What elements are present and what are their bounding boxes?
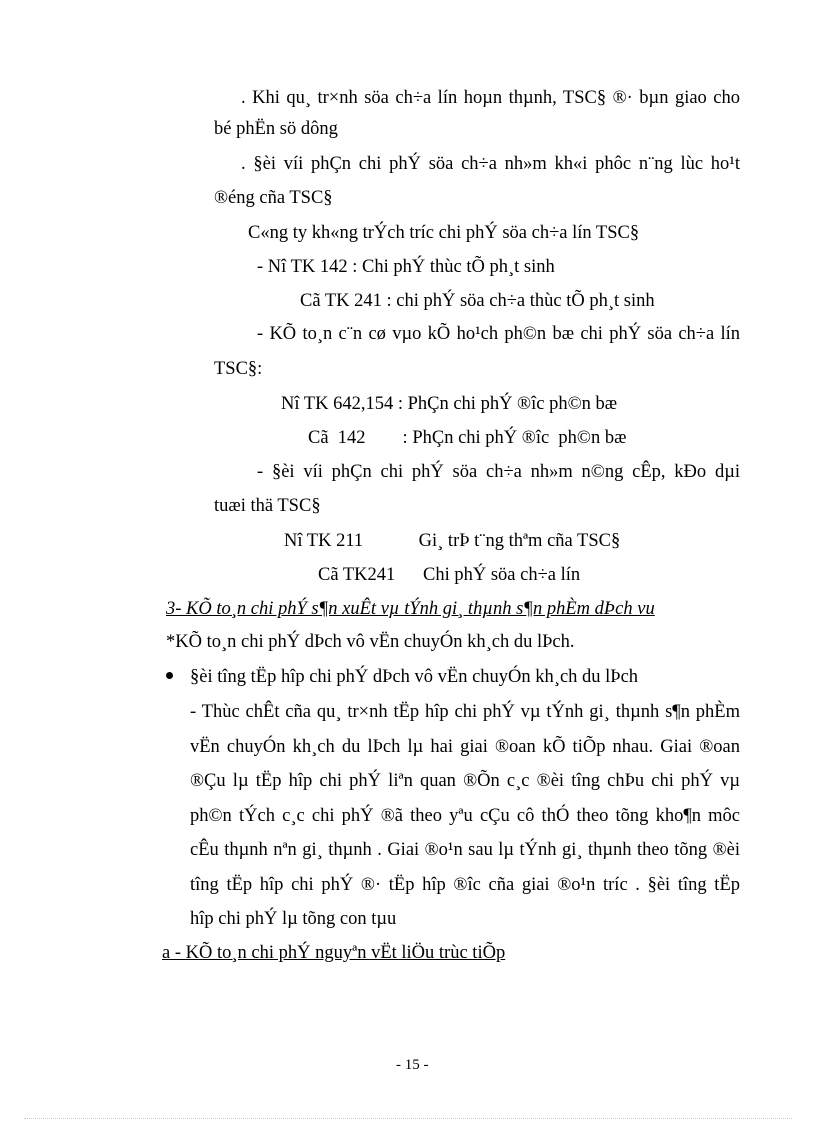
bullet-icon	[166, 672, 173, 679]
text-line: - §èi víi phÇn chi phÝ söa ch÷a nh»m n©ng cÊp, kÐo dµi	[257, 462, 740, 482]
text-line: Cã TK 241 : chi phÝ söa ch÷a thùc tÕ ph¸t sinh	[300, 291, 655, 311]
text-line: Cã 142 : PhÇn chi phÝ ®îc ph©n bæ	[308, 428, 627, 448]
text-line: Cã TK241 Chi phÝ söa ch÷a lín	[318, 565, 581, 585]
text-line: §èi tîng tËp hîp chi phÝ dÞch vô vËn chuyÓn kh¸ch du lÞch	[190, 667, 639, 687]
text-line: ®éng cña TSC§	[214, 188, 333, 208]
text-line: TSC§:	[214, 359, 263, 379]
text-line: C«ng ty kh«ng trÝch tríc chi phÝ söa ch÷a lín TSC§	[248, 223, 640, 243]
text-line: - Nî TK 142 : Chi phÝ thùc tÕ ph¸t sinh	[257, 257, 555, 277]
text-line: Nî TK 211 Gi¸ trÞ t¨ng thªm cña TSC§	[284, 531, 621, 551]
page-number: - 15 -	[396, 1057, 429, 1073]
text-line: ph©n tÝch c¸c chi phÝ ®ã theo yªu cÇu cô thÓ theo tõng kho¶n môc	[190, 806, 740, 826]
section-heading: a - KÕ to¸n chi phÝ nguyªn vËt liÖu trùc tiÕp	[162, 943, 506, 963]
footer-divider	[24, 1118, 792, 1119]
section-heading: 3- KÕ to¸n chi phÝ s¶n xuÊt vµ tÝnh gi¸ thµnh s¶n phÈm dÞch vu	[166, 599, 655, 619]
text-line: . Khi qu¸ tr×nh söa ch÷a lín hoµn thµnh, TSC§ ®· bµn giao cho	[241, 88, 740, 108]
text-line: Nî TK 642,154 : PhÇn chi phÝ ®îc ph©n bæ	[281, 394, 618, 414]
text-line: tuæi thä TSC§	[214, 496, 321, 516]
text-line: vËn chuyÓn kh¸ch du lÞch lµ hai giai ®oan kÕ tiÕp nhau. Giai ®oan	[190, 737, 740, 757]
text-line: - Thùc chÊt cña qu¸ tr×nh tËp hîp chi phÝ vµ tÝnh gi¸ thµnh s¶n phÈm	[190, 702, 740, 722]
text-line: hîp chi phÝ lµ tõng con tµu	[190, 909, 397, 929]
text-line: - KÕ to¸n c¨n cø vµo kÕ ho¹ch ph©n bæ chi phÝ söa ch÷a lín	[257, 324, 740, 344]
text-line: tîng tËp hîp chi phÝ ®· tËp hîp ®îc cña giai ®o¹n tríc . §èi tîng tËp	[190, 875, 740, 895]
text-line: *KÕ to¸n chi phÝ dÞch vô vËn chuyÓn kh¸ch du lÞch.	[166, 632, 575, 652]
text-line: ®Çu lµ tËp hîp chi phÝ liªn quan ®Õn c¸c ®èi tîng chÞu chi phÝ vµ	[190, 771, 740, 791]
text-line: . §èi víi phÇn chi phÝ söa ch÷a nh»m kh«i phôc n¨ng lùc ho¹t	[241, 154, 740, 174]
text-line: cÊu thµnh nªn gi¸ thµnh . Giai ®o¹n sau lµ tÝnh gi¸ thµnh theo tõng ®èi	[190, 840, 740, 860]
text-line: bé phËn sö dông	[214, 119, 338, 139]
